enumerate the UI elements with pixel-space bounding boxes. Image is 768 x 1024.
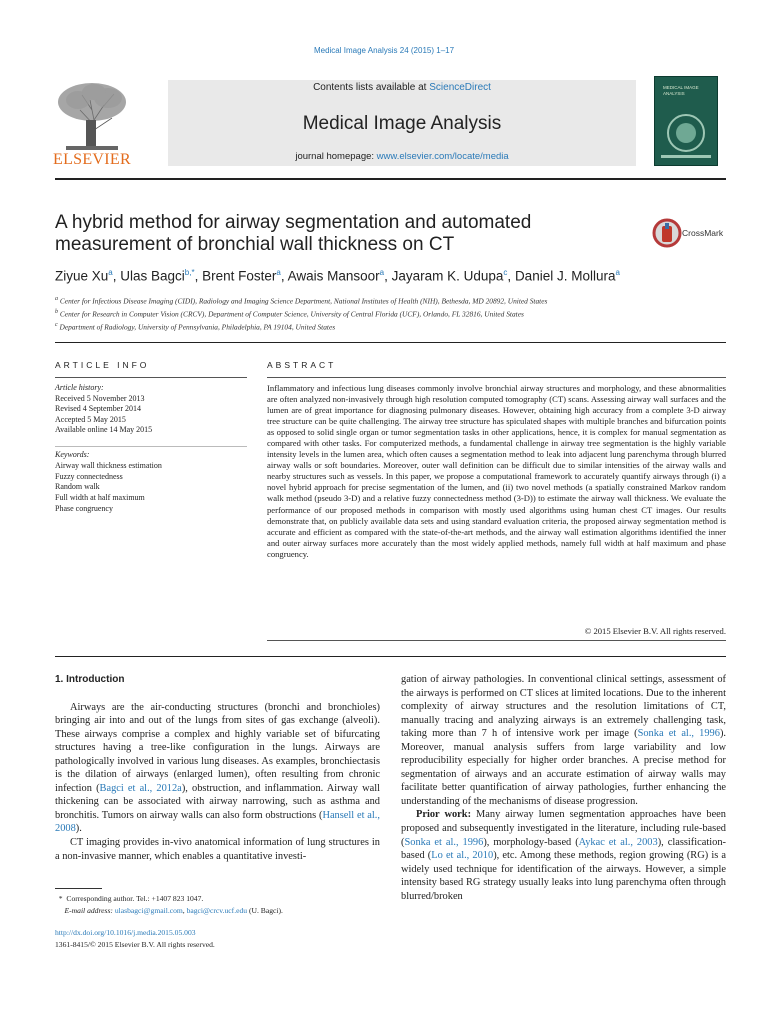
history-label: Article history: [55,383,104,392]
author-affiliation-mark[interactable]: b,* [184,268,195,277]
issn-line: 1361-8415/© 2015 Elsevier B.V. All rights reserved. [55,940,215,949]
affiliation-mark: c [55,321,58,328]
introduction-heading: 1. Introduction [55,674,125,685]
history-item: Received 5 November 2013 [55,393,145,403]
affiliation-text: Center for Research in Computer Vision (CRCV), Department of Computer Science, University of Central Florida (UCF), Orlando, FL 32816, United States [59,309,524,319]
abstract-bottom-rule [267,640,726,641]
affiliation-mark: a [55,296,58,302]
author-affiliation-mark[interactable]: a [615,268,620,277]
keyword-item: Full width at half maximum [55,493,145,503]
crossmark-label: CrossMark [682,228,724,238]
journal-reference[interactable]: Medical Image Analysis 24 (2015) 1–17 [313,46,455,55]
citation-link[interactable]: Sonka et al., 1996 [637,728,720,740]
front-matter-rule [55,342,726,343]
intro-paragraph-1: Airways are the air-conducting structures (bronchi and bronchioles) bringing air into and out of the lungs from sites of gas exchange (alveoli). These airways comprise a complex and highly variable set of bifurcating structures having a tree-like configuration in the lungs. Airways are pathologically involved in various lung diseases. As examples, bronchiectasis is the dilation of airways (enlarged lumen), often resulting from chronic infection (Bagci et al., 2012a), obstruction, and inflammation. Airway wall thickening can be associated with airway narrowing, such as asthma and bronchitis. Tumors on airway walls can also form obstructions (Hansell et al., 2008). [55,701,380,835]
crossmark-icon [652,218,682,248]
author-name: Ziyue Xu [55,268,109,284]
author-list: Ziyue Xu$^a$, Ulas Bagci$^{b,*}$, Brent Foster$^a$, Awais Mansoor$^a$, Jayaram K. Udupa$^c$, Daniel J. Mollura$^a$ [55,268,620,284]
body-column-left [55,673,380,863]
publisher-logo-text: ELSEVIER [53,151,131,168]
author-name: Brent Foster [202,268,277,284]
body-rule [55,656,726,657]
header-rule [55,178,726,180]
citation-link[interactable]: Hansell et al., 2008 [55,809,380,835]
author-affiliation-mark[interactable]: c [503,268,508,277]
homepage-link[interactable]: www.elsevier.com/locate/media [376,151,509,162]
prior-work-paragraph: Prior work: Many airway lumen segmentation approaches have been proposed and subsequently investigated in the literature, including rule-based (Sonka et al., 1996), morphology-based (Aykac et al., 2003), classification-based (Lo et al., 2010), etc. Among these methods, region growing (RG) is a widely used technique for identification of the airways. However, a simple intensity based RG strategy usually leaks into lung parenchyma often through blurred/broken [401,809,727,902]
history-item: Available online 14 May 2015 [55,425,153,434]
keyword-item: Fuzzy connectedness [55,471,123,481]
abstract-rule [267,377,726,378]
affiliations [55,294,735,333]
prior-work-label: Prior work: [416,809,472,821]
history-item: Accepted 5 May 2015 [55,414,126,424]
contents-line: Contents lists available at ScienceDirect [313,82,491,93]
author-affiliation-mark[interactable]: a [379,268,385,277]
author-name: Ulas Bagci [120,268,185,284]
intro-paragraph-3: gation of airway pathologies. In conventional clinical settings, assessment of the airways is performed on CT slices at limited locations. Due to the inherent complexity of airway structures and the resolution limitations of CT, manually tracing and analyzing airways is an extremely challenging task, taking more than 7 h of intensive work per image (Sonka et al., 1996). Moreover, manual analysis suffers from large variability and low reproducibility especially for higher order branches. A precise method for segmentation of airways and an accurate estimation of airway walls may facilitate better quantification of airway pathologies, further enhancing the understanding of the mechanisms of disease progression. [401,674,726,807]
affiliation-line [55,320,735,333]
keyword-item: Phase congruency [55,503,113,513]
affiliation-mark: b [55,308,58,315]
history-item: Revised 4 September 2014 [55,404,141,413]
footnote-rule [55,888,102,889]
author-name: Awais Mansoor [287,268,380,284]
journal-homepage: journal homepage: www.elsevier.com/locate/media [295,151,509,162]
cover-title: MEDICAL IMAGE ANALYSIS [663,85,699,96]
author-name: Jayaram K. Udupa [391,268,504,284]
journal-cover-image[interactable] [654,76,718,166]
abstract-heading: ABSTRACT [267,360,337,370]
keyword-item: Airway wall thickness estimation [55,460,162,470]
article-info-rule [55,377,247,378]
affiliation-line [55,294,735,307]
abstract-copyright: © 2015 Elsevier B.V. All rights reserved. [584,626,726,636]
journal-title: Medical Image Analysis [302,113,502,134]
doi-block [55,927,385,951]
keyword-item: Random walk [55,482,100,492]
citation-link[interactable]: Lo et al., 2010 [431,850,494,862]
affiliation-text: Department of Radiology, University of Pennsylvania, Philadelphia, PA 19104, United States [59,322,336,332]
doi-link[interactable]: http://dx.doi.org/10.1016/j.media.2015.05.003 [55,928,196,937]
affiliation-line [55,307,735,320]
citation-link[interactable]: Bagci et al., 2012a [99,782,182,794]
corresponding-author-note: * Corresponding author. Tel.: +1407 823 1047. [58,894,204,903]
abstract-text: Inflammatory and infectious lung diseases commonly involve bronchial airway structures and morphology, and these abnormalities are often analyzed non-invasively through high resolution computed tomography (CT) scans. Assessing airway wall surfaces and the lumen are of great importance for diagnosing pulmonary diseases. However, obtaining high accuracy from a complete 3-D airway tree structure can be quite challenging. The airway tree structure has spiculated shapes with multiple branches and bifurcation points as opposed to solid single organ or tumor segmentation tasks in other applications, hence, it is complex for manual segmentation as compared with other tasks. For computerized methods, a fundamental challenge in airway tree segmentation is the highly variable intensity levels in the lumen area, which often causes a segmentation method to leak into adjacent lung parenchyma through blurred airway walls or soft boundaries. Moreover, outer wall definition can be difficult due to similar intensities of the airway walls and nearby structures such as vessels. In this paper, we propose a computational framework to accurately quantify airways through (i) a novel hybrid approach for precise segmentation of the lumen, and (ii) two novel methods (a spatially constrained Markov random walk method (pseudo 3-D) and a relative fuzzy connectedness method (3-D)) to estimate the airway wall thickness. We evaluate the performance of our proposed methods in comparison with mostly used algorithms using human chest CT images. Our results demonstrate that, on publicly available data sets and using standard evaluation criteria, the proposed airway segmentation method is accurate and efficient as compared with the state-of-the-art methods, and the airway wall estimation algorithms identified the inner and outer airway surfaces more accurately than the most widely applied methods, namely full width at half maximum and phase congruency. [267,383,726,559]
email-link-1[interactable]: ulasbagci@gmail.com [114,906,183,915]
author-affiliation-mark[interactable]: a [108,268,113,277]
crossmark-badge[interactable] [652,218,732,248]
author-name: Daniel J. Mollura [514,268,616,284]
author-affiliation-mark[interactable]: a [276,268,281,277]
body-column-right [401,673,726,903]
keywords [55,450,255,515]
email-link-2[interactable]: bagci@crcv.ucf.edu [186,906,248,915]
keywords-label: Keywords: [55,450,90,459]
article-title: A hybrid method for airway segmentation and automated measurement of bronchial wall thickness on CT [55,212,532,255]
citation-link[interactable]: Sonka et al., 1996 [404,836,484,848]
affiliation-text: Center for Infectious Disease Imaging (CIDI), Radiology and Imaging Science Department, National Institutes of Health (NIH), Bethesda, MD 20892, United States [59,296,548,306]
citation-link[interactable]: Aykac et al., 2003 [578,836,658,848]
article-info-heading: ARTICLE INFO [55,360,150,370]
intro-paragraph-2: CT imaging provides in-vivo anatomical information of lung structures in a non-invasive manner, which enables a quantitative investi- [55,837,380,862]
footnote [55,893,385,917]
article-history [55,383,255,436]
sciencedirect-link[interactable]: ScienceDirect [429,82,491,93]
email-note: E-mail address: ulasbagci@gmail.com, bagci@crcv.ucf.edu (U. Bagci). [64,906,283,915]
keywords-rule [55,446,247,447]
